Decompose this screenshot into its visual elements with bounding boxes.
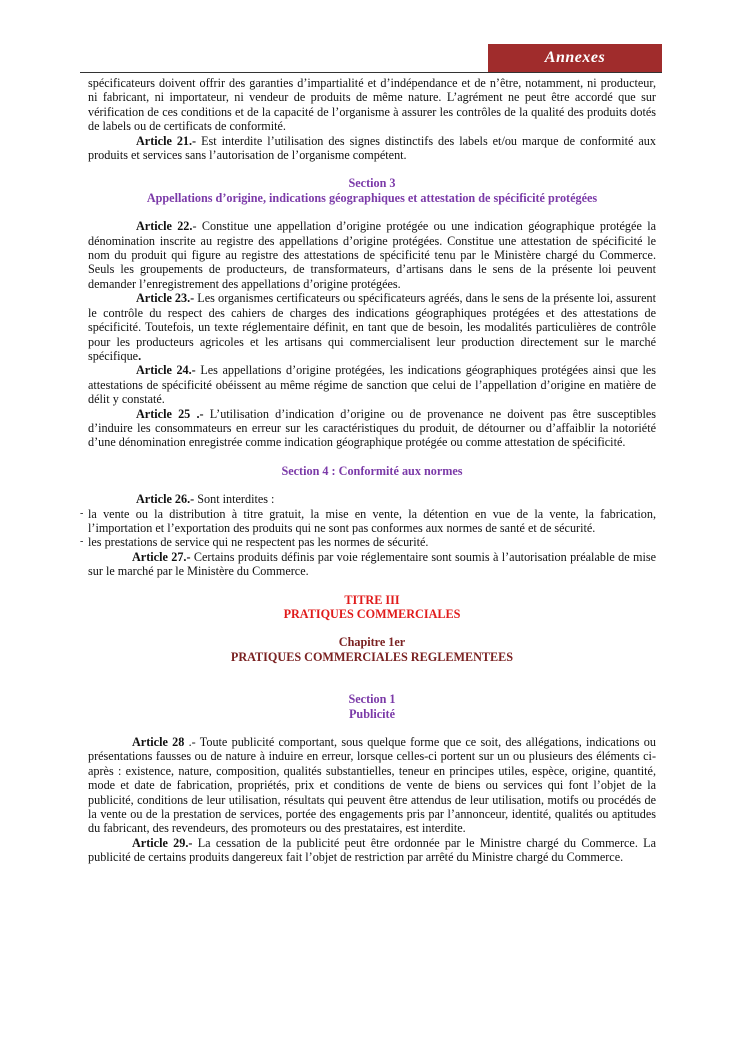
article-21	[88, 134, 656, 163]
article-label: Article 27.-	[132, 549, 191, 564]
article-28	[88, 735, 656, 836]
article-text: Est interdite l’utilisation des signes distinctifs des labels et/ou marque de conformité aux produits et services sans l’autorisation de l’organisme compétent.	[88, 133, 656, 163]
article-text: .- Toute publicité comportant, sous quelque forme que ce soit, des allégations, indications ou présentations fausses ou de nature à induire en erreur, lorsque celles-ci portent sur un ou plusieurs des éléments ci-après : existence, nature, composition, qualités substantielles, teneur en principes utiles, espèce, origine, quantité, mode et date de fabrication, propriétés, prix et conditions de vente de biens ou services qui font l’objet de la publicité, conditions de leur utilisation, résultats qui peuvent être attendus de leur utilisation, motifs ou procédés de la vente ou de la prestation de services, portée des engagements pris par l’annonceur, identité, qualités ou aptitudes du fabricant, des revendeurs, des promoteurs ou des prestataires, est interdite.	[88, 735, 656, 836]
article-label: Article 24.-	[136, 363, 196, 378]
article-text: Certains produits définis par voie réglementaire sont soumis à l’autorisation préalable de mise sur le marché par le Ministère du Commerce.	[88, 549, 656, 579]
list-item	[80, 535, 656, 550]
article-label: Article 28	[132, 735, 185, 750]
article-26	[88, 492, 656, 506]
article-label: Article 25 .-	[136, 406, 204, 421]
article-24	[88, 363, 656, 406]
header-title: Annexes	[488, 44, 662, 72]
list-item-text: les prestations de service qui ne respectent pas les normes de sécurité.	[88, 535, 429, 550]
titre-title: PRATIQUES COMMERCIALES	[283, 607, 461, 621]
article-text: Les appellations d’origine protégées, les indications géographiques protégées ainsi que les attestations de spécificité obéissent au même régime de sanction que celui de l’appellation d’origine en matière de délit y constaté.	[88, 363, 656, 407]
section-title: Appellations d’origine, indications géographiques et attestation de spécificité protégées	[146, 190, 598, 205]
article-22	[88, 219, 656, 291]
article-27	[88, 550, 656, 579]
article-25	[88, 407, 656, 450]
titre-number: TITRE III	[344, 592, 400, 607]
article-text: Les organismes certificateurs ou spécificateurs agréés, dans le sens de la présente loi, assurent le contrôle du respect des cahiers de charges des indications géographiques protégées et des attestations de spécificité. Toutefois, un texte réglementaire définit, en tant que de besoin, les modalités particulières de contrôle pour les producteurs agricoles et les artisans qui commercialisent leur production directement sur le marché spécifique	[88, 291, 656, 363]
header-rule	[80, 72, 662, 73]
section-number: Section 3	[348, 176, 396, 191]
article-label: Article 23.-	[136, 291, 195, 306]
article-label: Article 26.-	[136, 492, 195, 507]
article-29	[88, 836, 656, 865]
list-item	[80, 506, 656, 536]
article-label: Article 29.-	[132, 835, 193, 850]
bullet: -	[80, 536, 84, 548]
article-text: Sont interdites :	[194, 492, 275, 507]
section-title: Section 4 : Conformité aux normes	[281, 463, 463, 478]
article-label: Article 21.-	[136, 133, 197, 148]
article-text: - Constitue une appellation d’origine protégée ou une indication géographique protégée la dénomination inscrite au registre des appellations d’origine protégées. Constitue une attestation de spécificité le nom du produit qui figure au registre des attestations de spécificité tenu par le Ministère chargé du Commerce. Seuls les groupements de producteurs, de transformateurs, d’artisans dans le sens de la présente loi peuvent demander l’enregistrement des appellations d’origine protégées.	[88, 219, 656, 291]
list-item-text: la vente ou la distribution à titre gratuit, la mise en vente, la détention en vue de la vente, la fabrication, l’importation et l’exportation des produits qui ne sont pas conformes aux normes de santé et de sécurité.	[88, 506, 656, 535]
section-number: Section 1	[348, 692, 396, 707]
chapter-title: PRATIQUES COMMERCIALES REGLEMENTEES	[230, 649, 514, 664]
section-title: Publicité	[348, 706, 396, 721]
document-body	[80, 76, 657, 865]
bullet: -	[80, 507, 84, 519]
article-label: Article 22.	[136, 219, 193, 234]
article-end-punct: .	[138, 348, 142, 363]
article-23	[88, 291, 656, 363]
article-text: L’utilisation d’indication d’origine ou de provenance ne doivent pas être susceptibles d’induire les consommateurs en erreur sur les caractéristiques du produit, de détourner ou d’affaiblir la notoriété d’une dénomination enregistrée comme indication géographique protégée ou comme attestation de spécificité.	[88, 406, 656, 450]
article-text: La cessation de la publicité peut être ordonnée par le Ministre chargé du Commerce. La publicité de certains produits dangereux fait l’objet de restriction par arrêté du Ministre chargé du Commerce.	[88, 835, 657, 865]
paragraph-intro: spécificateurs doivent offrir des garanties d’impartialité et d’indépendance et de n’être, notamment, ni producteur, ni fabricant, ni importateur, ni vendeur de produits de même nature. L’agrément ne peut être accordé que sur vérification de ces conditions et de la capacité de l’organisme à assurer les contrôles de la qualité des produits dotés de labels ou de certificats de conformité.	[88, 76, 656, 134]
chapter-number: Chapitre 1er	[338, 635, 406, 650]
